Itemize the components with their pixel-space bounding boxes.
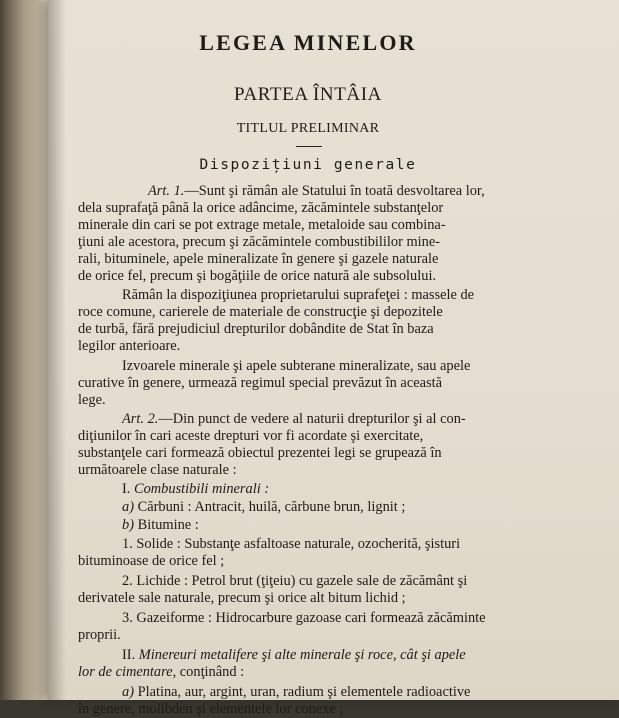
- text-segment: proprii.: [78, 627, 121, 643]
- text-segment: rali, bituminele, apele mineralizate în genere şi gazele naturale: [78, 251, 439, 267]
- text-segment: roce comune, carierele de materiale de construcţie şi depozitele: [78, 304, 443, 320]
- text-segment: Bitumine :: [137, 517, 199, 533]
- text-segment: curative în genere, urmează regimul special prevăzut în această: [78, 375, 442, 391]
- text-segment: —Sunt şi rămân ale Statului în toată desvoltarea lor,: [184, 183, 485, 199]
- text-line: [78, 664, 244, 681]
- text-line: [78, 590, 406, 607]
- text-segment: I.: [122, 481, 134, 497]
- text-segment: b): [122, 517, 138, 533]
- text-segment: derivatele sale naturale, precum şi orice alt bitum lichid ;: [78, 590, 406, 606]
- text-segment: următoarele clase naturale :: [78, 462, 237, 478]
- text-segment: Minereuri metalifere şi alte minerale şi roce, cât şi apele: [138, 647, 466, 663]
- text-line: [122, 610, 486, 627]
- text-line: [78, 445, 442, 462]
- text-line: [122, 481, 269, 498]
- document-title: LEGEA MINELOR: [199, 30, 417, 55]
- text-line: [148, 183, 485, 200]
- text-segment: Combustibili minerali :: [134, 481, 270, 497]
- text-segment: de orice fel, precum şi bogăţiile de orice natură ale subsolului.: [78, 268, 437, 284]
- text-line: [78, 217, 446, 234]
- text-segment: Izvoarele minerale şi apele subterane mineralizate, sau apele: [122, 358, 471, 374]
- text-segment: Cărbuni : Antracit, huilă, cărbune brun, lignit ;: [137, 499, 406, 515]
- text-segment: bituminoase de orice fel ;: [78, 553, 225, 569]
- text-segment: 1. Solide : Substanţe asfaltoase naturale, ozocherită, şisturi: [122, 536, 461, 552]
- text-segment: lor de cimentare,: [78, 664, 177, 680]
- text-segment: 2. Lichide : Petrol brut (ţiţeiu) cu gazele sale de zăcământ şi: [122, 573, 468, 589]
- text-segment: legilor anterioare.: [78, 338, 181, 354]
- text-segment: II.: [122, 647, 139, 663]
- text-segment: Art. 1.: [148, 183, 185, 199]
- text-segment: Art. 2.: [122, 411, 159, 427]
- text-segment: substanţele cari formează obiectul prezentei legi se grupează în: [78, 445, 442, 461]
- text-line: [122, 499, 405, 516]
- text-segment: diţiunilor în cari aceste drepturi vor fi acordate şi exercitate,: [78, 428, 424, 444]
- text-line: [78, 234, 440, 251]
- text-segment: lege.: [78, 392, 106, 408]
- text-line: [78, 200, 443, 217]
- text-line: [78, 392, 106, 409]
- text-line: [78, 304, 443, 321]
- text-line: [78, 701, 343, 718]
- text-line: [78, 338, 180, 355]
- text-line: [78, 627, 121, 644]
- text-segment: Platina, aur, argint, uran, radium şi elementele radioactive: [137, 684, 471, 700]
- text-line: [122, 358, 470, 375]
- text-line: [78, 462, 237, 479]
- heading-rule: [296, 146, 322, 147]
- text-segment: dela suprafaţă până la orice adâncime, zăcămintele substanţelor: [78, 200, 444, 216]
- text-line: [122, 573, 467, 590]
- text-line: [122, 411, 466, 428]
- part-heading: PARTEA ÎNTÂIA: [234, 84, 382, 105]
- text-line: [122, 536, 460, 553]
- text-segment: minerale din cari se pot extrage metale, metaloide sau combina-: [78, 217, 446, 233]
- text-line: [78, 251, 438, 268]
- text-line: [78, 268, 436, 285]
- text-segment: a): [122, 684, 138, 700]
- facing-page-edge: [0, 0, 42, 700]
- text-segment: 3. Gazeiforme : Hidrocarbure gazoase cari formează zăcăminte: [122, 610, 486, 626]
- text-segment: —Din punct de vedere al naturii drepturilor şi al con-: [158, 411, 466, 427]
- text-segment: Rămân la dispoziţiunea proprietarului suprafeţei : massele de: [122, 287, 475, 303]
- text-line: [78, 428, 423, 445]
- title-section-heading: TITLUL PRELIMINAR: [236, 121, 380, 136]
- text-segment: a): [122, 499, 138, 515]
- text-line: [122, 517, 199, 534]
- text-line: [78, 553, 224, 570]
- text-line: [78, 321, 434, 338]
- text-line: [122, 684, 470, 701]
- text-segment: conţinând :: [176, 664, 245, 680]
- text-segment: de turbă, fără prejudiciul drepturilor dobândite de Stat în baza: [78, 321, 434, 337]
- text-line: [122, 287, 474, 304]
- section-heading: Dispozițiuni generale: [199, 157, 417, 173]
- text-segment: în genere, molibden şi elementele lor conexe ;: [78, 701, 344, 717]
- text-line: [78, 375, 442, 392]
- text-segment: ţiuni ale acestora, precum şi zăcămintele combustibililor mine-: [78, 234, 441, 250]
- text-line: [122, 647, 466, 664]
